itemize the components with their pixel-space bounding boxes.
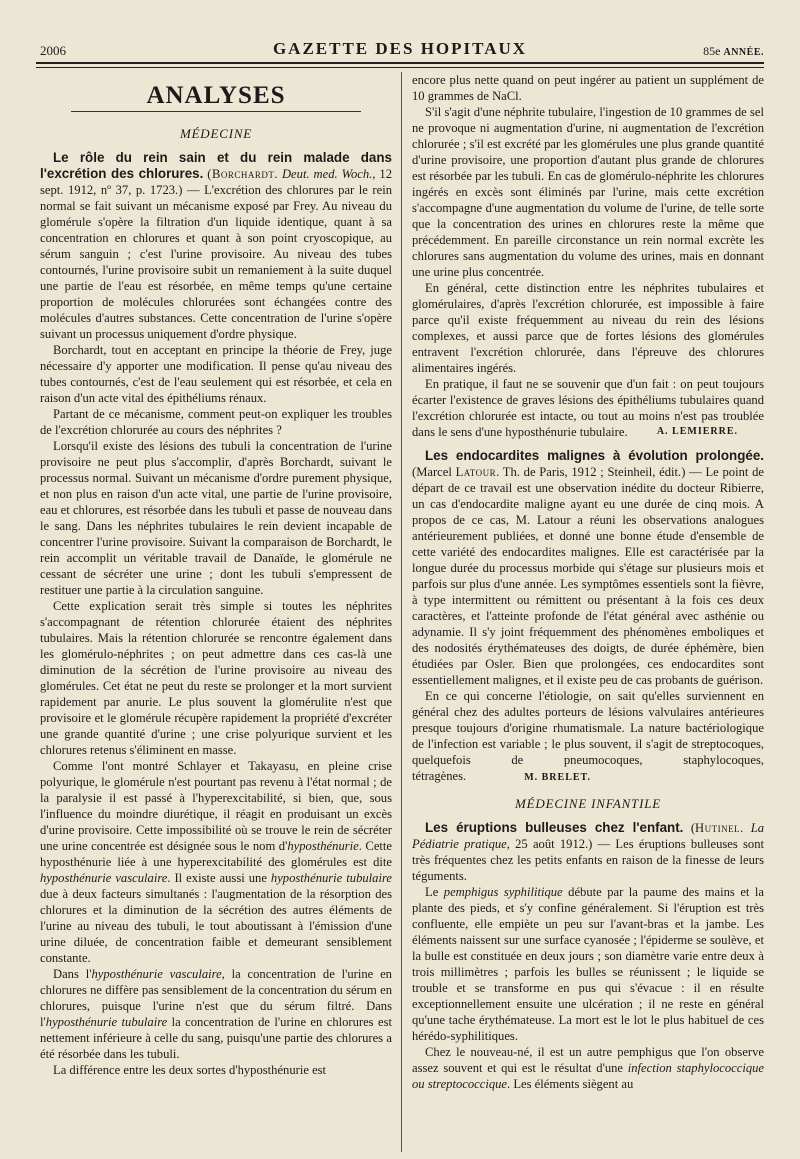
italic-term: hyposthénurie tubulaire bbox=[270, 871, 392, 885]
subsection-title: MÉDECINE bbox=[179, 126, 253, 141]
text-run: (Marcel bbox=[412, 465, 456, 479]
text-run: , la concentration de l'urine en chlorures ne diffère pas sensiblement de la concentration du sérum en chlorures, puisque l'urine n'est que du sérum filtré. Dans l' bbox=[40, 967, 392, 1029]
italic-term: hyposthénurie vasculaire bbox=[91, 967, 222, 981]
year-number: 85e bbox=[703, 44, 721, 58]
article-2-author: Latour bbox=[455, 465, 497, 479]
article-1-para-1: 12 sept. 1912, nº 37, p. 1723.) — L'excrétion des chlorures par le rein normal se fait suivant un mécanisme exposé par Frey. Au niveau du glomérule s'opère la filtration d'un liquide identique, quant à sa concentration en chlorures et quant à son point cryoscopique, au sérum sanguin ; c'est l'urine provisoire. Au niveau des tubes contournés, l'urine provisoire subit un remaniement à la suite duquel une partie de l'eau est résorbée, en même temps qu'une certaine proportion de molécules chlorurées sont échangées contre des molécules d'autres substances. Cette concentration de l'urine s'opère suivant un processus uniquement d'ordre physique. bbox=[40, 167, 392, 341]
article-2-lead bbox=[412, 448, 764, 688]
text-run: Comme l'ont montré Schlayer et Takayasu, en pleine crise polyurique, le glomérule n'est pourtant pas revenu à l'état normal ; de la paralysie il est passé à l'hyperexcitabilité, si bien, que, sous l'influence du moindre diurétique, il réagit en produisant un excès d'urine provisoire. Cette impossibilité où se trouve le rein de sécréter une urine concentrée est désignée sous le nom d' bbox=[40, 759, 392, 853]
article-3-author: Hutinel bbox=[695, 821, 741, 835]
article-2-para-2 bbox=[412, 688, 764, 786]
article-1-para-11 bbox=[412, 376, 764, 440]
text-run: . Les éléments siègent au bbox=[507, 1077, 634, 1091]
article-1-para-10: En général, cette distinction entre les néphrites tubulaires et glomérulaires, d'après l'excrétion chlorurée, est impossible à faire parce qu'il existe fréquemment au niveau du rein des lésions complexes, et aussi parce que de fortes lésions des glomérules entravent l'excrétion chlorurée, dans l'épreuve des chlorures alimentaires ingérés. bbox=[412, 281, 764, 375]
subsection-2-title: MÉDECINE INFANTILE bbox=[515, 796, 661, 811]
article-1-para-5: Cette explication serait très simple si toutes les néphrites s'accompagnant de rétention chlorurée étaient des néphrites tubulaires. Mais la rétention chlorurée se rencontre également dans les glomérulo-néphrites ; on peut admettre dans ces cas-là une diminution de la sécrétion de l'urine provisoire au niveau des glomérules. Cet état ne peut du reste se prolonger et la mort survient rapidement par anurie. Le plus souvent la glomérulite n'est que provisoire et le glomérule récupère rapidement la propriété d'excréter une grande quantité d'urine ; une crise polyurique survient et les chlorures retenus s'éliminent en masse. bbox=[40, 599, 392, 757]
italic-term: hyposthénurie vasculaire bbox=[40, 871, 168, 885]
article-1-para-4: Lorsqu'il existe des lésions des tubuli la concentration de l'urine provisoire ne peut plus s'accomplir, d'après Borchardt, suivant le processus normal. Suivant un mécanisme d'ordre purement physique, et non plus en raison d'un acte vital, une partie de l'urine provisoire, eau et chlorures, est résorbée dans les tubuli et passe de nouveau dans le sang. Dans les néphrites tubulaires le rein devient incapable de concentrer l'urine provisoire. Suivant la comparaison de Borchardt, le rein accomplit un véritable travail de Danaïde, le glomérule ne cessant de sécréter une urine ; dont les tubuli s'empressent de restituer une partie à la circulation sanguine. bbox=[40, 439, 392, 597]
article-2-signature: M. BRELET. bbox=[524, 772, 591, 783]
header-rule-thick bbox=[36, 62, 764, 64]
article-1-para-7 bbox=[40, 966, 392, 1062]
article-1-author: (Borchardt. bbox=[207, 167, 279, 181]
section-title: ANALYSES bbox=[146, 82, 286, 109]
article-3-journal: La Pédiatrie pratique bbox=[412, 821, 765, 851]
section-rule bbox=[71, 111, 361, 112]
article-3-para-2 bbox=[412, 884, 764, 1044]
text-run: . Il existe aussi une bbox=[167, 871, 271, 885]
text-run: Le bbox=[425, 885, 444, 899]
year-word: ANNÉE. bbox=[723, 47, 764, 58]
article-3-lead bbox=[412, 820, 764, 884]
text-run: . Cette hyposthénurie liée à une hyperexcitabilité des glomérules est dite bbox=[40, 839, 392, 869]
article-1-para-8-cont: encore plus nette quand on peut ingérer au patient un supplément de 10 grammes de NaCl. bbox=[412, 73, 764, 103]
column-divider bbox=[401, 72, 402, 1152]
text-run: , 25 août 1912.) — Les éruptions bulleuses sont très fréquentes chez les petits enfants en raison de la finesse de leurs téguments. bbox=[412, 837, 764, 883]
article-1-signature: A. LEMIERRE. bbox=[656, 426, 738, 437]
left-column bbox=[40, 72, 392, 1078]
text-run: En ce qui concerne l'étiologie, on sait qu'elles surviennent en général chez des adultes porteurs de lésions valvulaires antérieures presque toujours d'origine rhumatismale. La nature bactériologique de l'infection est variable ; le plus souvent, il s'agit de streptocoques, quelquefois de pneumocoques, staphylocoques, tétragènes. bbox=[412, 689, 764, 783]
right-column bbox=[412, 72, 764, 1092]
text-run: Chez le nouveau-né, il est un autre pemphigus que l'on observe assez souvent et qui est le résultat d'une bbox=[412, 1045, 764, 1075]
italic-term: infection staphylococcique ou streptococcique bbox=[412, 1061, 764, 1091]
article-1-para-3: Partant de ce mécanisme, comment peut-on expliquer les troubles de l'excrétion chlorurée au cours des néphrites ? bbox=[40, 407, 392, 437]
article-1-lead bbox=[40, 150, 392, 342]
text-run: débute par la paume des mains et la plante des pieds, et s'y confine généralement. Si l'éruption est très confluente, elle empiète un peu sur l'avant-bras et la jambe. Les éléments naissent sur une surface cyanosée ; l'épiderme se soulève, et la bulle est constituée en deux jours ; son diamètre varie entre deux à trois millimètres ; parfois les bulles se réunissent ; le liquide se trouble et se transforme en pus qui s'évacue : il en résulte exceptionnellement ensuite une ulcération ; il ne reste en général qu'une tache érythémateuse. La mort est le lot le plus habituel de ces hérédo-syphilitiques. bbox=[412, 885, 765, 1043]
text-run: due à deux facteurs simultanés : l'augmentation de la résorption des chlorures et la diminution de la sécrétion des autres éléments de l'urine au niveau des tubuli, le tout aboutissant à l'émission d'une urine diluée, de concentration faible et demeurant sensiblement constante. bbox=[40, 887, 392, 965]
text-run: En pratique, il faut ne se souvenir que d'un fait : on peut toujours écarter l'existence de graves lésions des épithéliums tubulaires quand l'excrétion chlorurée est intacte, ou tout au moins n'est pas troublée dans le sens d'une hyposthénurie tubulaire. bbox=[412, 377, 764, 439]
article-1-para-9: S'il s'agit d'une néphrite tubulaire, l'ingestion de 10 grammes de sel ne provoque ni augmentation d'urine, ni augmentation de l'excrétion chlorurée ; s'il est excrété par les glomérules une plus grande quantité d'urine provisoire, une proportion d'autant plus grande de chlorures est résorbée par les tubuli. En cas de glomérulo-néphrite les chlorures ingérés en excès sont éliminés par l'urine, mais cette excrétion s'accompagne d'une augmentation du volume de l'urine, de telle sorte que la concentration des urines en chlorures reste la même que précédemment. En pareille circonstance un rein normal excrète les chlorures sans augmentation du volume des urines, mais en donnant une urine plus concentrée. bbox=[412, 105, 764, 279]
italic-term: pemphigus syphilitique bbox=[443, 885, 563, 899]
italic-term: hyposthénurie bbox=[287, 839, 359, 853]
page-number: 2006 bbox=[40, 43, 66, 58]
text-run: . bbox=[740, 821, 751, 835]
article-3-title: Les éruptions bulleuses chez l'enfant. bbox=[425, 820, 684, 835]
article-1-para-8: La différence entre les deux sortes d'hyposthénurie est bbox=[53, 1063, 327, 1077]
text-run: ( bbox=[683, 821, 696, 835]
article-1-para-2: Borchardt, tout en acceptant en principe la théorie de Frey, juge nécessaire d'y apporter une modification. Il pense qu'au niveau des tubes contournés, c'est de l'eau seulement qui est résorbée, et cela en raison d'un acte vital des épithéliums rénaux. bbox=[40, 343, 392, 405]
text-run: Dans l' bbox=[53, 967, 92, 981]
article-3-para-3 bbox=[412, 1044, 764, 1092]
year-label bbox=[703, 44, 764, 59]
article-1-journal: Deut. med. Woch., bbox=[278, 167, 380, 181]
text-run: la concentration de l'urine en chlorures est nettement inférieure à celle du sang, puisqu'une partie des chlorures a été résorbée dans les tubuli. bbox=[40, 1015, 392, 1061]
header-rule-thin bbox=[36, 67, 764, 68]
italic-term: hyposthénurie tubulaire bbox=[45, 1015, 168, 1029]
journal-title: GAZETTE DES HOPITAUX bbox=[272, 39, 528, 58]
article-1-title: Le rôle du rein sain et du rein malade dans l'excrétion des chlorures. bbox=[40, 150, 392, 181]
article-1-para-6 bbox=[40, 758, 392, 966]
article-2-title: Les endocardites malignes à évolution prolongée. bbox=[425, 448, 764, 463]
text-run: . Th. de Paris, 1912 ; Steinheil, édit.) — Le point de départ de ce travail est une observation inédite du docteur Ribierre, un cas d'endocardite maligne ayant eu une durée de cinq mois. A propos de ce cas, M. Latour a réuni les observations analogues antérieurement publiées, et donné une bonne étude d'ensemble de cette variété des endocardites malignes. Elle est caractérisée par la longue durée du processus morbide qui s'étage sur plusieurs mois et parfois sur plus d'une année. Les symptômes essentiels sont la fièvre, à type intermittent ou rémittent ou présentant à la fois ces deux caractères, et l'atteinte profonde de l'état général avec asthénie ou adynamie. Il s'y joint fréquemment des phénomènes emboliques et des nodosités érythémateuses des doigts, de durée éphémère, bien étudiées par Osler. Bien que prolongées, ces endocardites sont essentiellement malignes, et il existe peu de cas probants de guérison. bbox=[412, 465, 764, 687]
